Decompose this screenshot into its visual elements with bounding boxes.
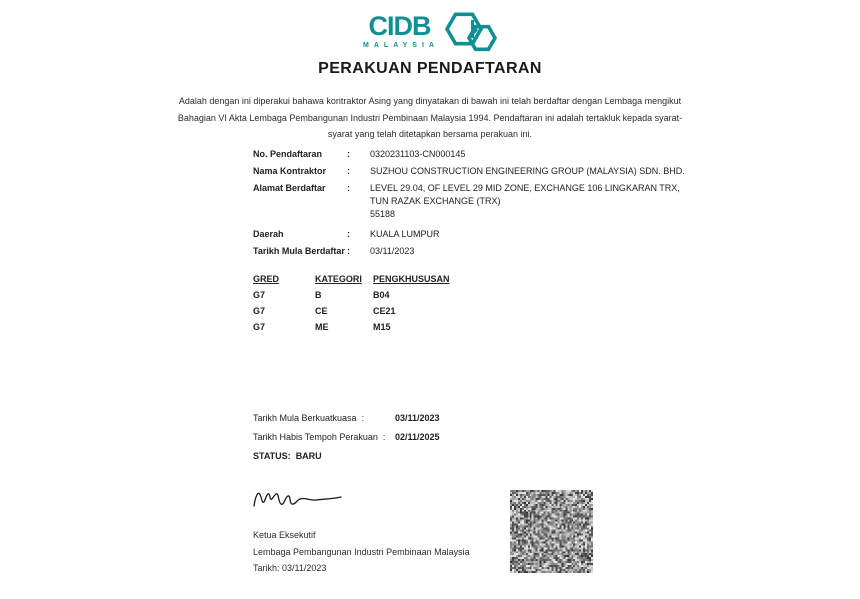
validity-label: Tarikh Habis Tempoh Perakuan : <box>253 432 386 442</box>
grade-cell: CE21 <box>373 306 396 316</box>
cidb-malaysia-text: MALAYSIA <box>363 42 439 49</box>
detail-row <box>253 182 683 221</box>
grade-cell: B04 <box>373 290 390 300</box>
grade-table <box>253 273 483 337</box>
cidb-wordmark <box>360 12 439 49</box>
detail-value: KUALA LUMPUR <box>370 229 440 239</box>
detail-value: 03/11/2023 <box>370 246 415 256</box>
signoff-title: Ketua Eksekutif <box>253 530 316 540</box>
detail-colon: : <box>347 166 350 176</box>
intro-line: Adalah dengan ini diperakui bahawa kontraktor Asing yang dinyatakan di bawah ini telah berdaftar dengan Lembaga mengikut <box>178 96 682 106</box>
grade-table-header-row <box>253 273 483 286</box>
grade-table-row <box>253 321 483 334</box>
detail-row <box>253 165 683 178</box>
grade-cell: B <box>315 290 322 300</box>
status-row <box>253 450 440 463</box>
status-label: STATUS: <box>253 451 291 461</box>
validity-value: 03/11/2023 <box>395 413 440 423</box>
detail-row <box>253 148 683 161</box>
validity-row <box>253 431 440 444</box>
detail-label: Nama Kontraktor <box>253 166 327 176</box>
grade-table-row <box>253 305 483 318</box>
grade-cell: CE <box>315 306 328 316</box>
detail-label: Daerah <box>253 229 284 239</box>
grade-header-gred: GRED <box>253 274 280 284</box>
cidb-hexagon-icon <box>444 12 500 59</box>
grade-cell: G7 <box>253 322 266 332</box>
detail-value <box>370 182 683 221</box>
signoff-date: Tarikh: 03/11/2023 <box>253 563 327 573</box>
registration-details <box>253 148 683 262</box>
detail-colon: : <box>347 149 350 159</box>
status-badge: BARU <box>295 451 322 461</box>
signoff-block <box>253 527 470 577</box>
intro-paragraph <box>0 93 860 143</box>
cidb-brand-text: CIDB <box>368 11 431 41</box>
detail-colon: : <box>347 229 350 239</box>
intro-line: Bahagian VI Akta Lembaga Pembangunan Industri Pembinaan Malaysia 1994. Pendaftaran ini adalah tertakluk kepada syarat- <box>177 112 683 123</box>
detail-row <box>253 228 683 241</box>
grade-cell: G7 <box>253 290 266 300</box>
certificate-title: PERAKUAN PENDAFTARAN <box>318 60 542 77</box>
grade-cell: ME <box>315 322 329 332</box>
validity-section <box>253 412 440 463</box>
address-line: LEVEL 29.04, OF LEVEL 29 MID ZONE, EXCHANGE 106 LINGKARAN TRX, <box>370 183 680 193</box>
validity-colon: : <box>382 432 386 442</box>
grade-header-pengkhususan: PENGKHUSUSAN <box>373 274 450 284</box>
grade-table-row <box>253 289 483 302</box>
detail-label: Alamat Berdaftar <box>253 183 326 193</box>
verification-qr-code <box>510 490 593 573</box>
detail-value: 0320231103-CN000145 <box>370 149 466 159</box>
validity-value: 02/11/2025 <box>395 432 440 442</box>
detail-label: No. Pendaftaran <box>253 149 323 159</box>
intro-line: syarat yang telah ditetapkan bersama perakuan ini. <box>327 129 533 139</box>
address-line: TUN RAZAK EXCHANGE (TRX) <box>370 196 501 206</box>
detail-value: SUZHOU CONSTRUCTION ENGINEERING GROUP (MALAYSIA) SDN. BHD. <box>370 166 685 176</box>
grade-header-kategori: KATEGORI <box>315 274 362 284</box>
detail-row <box>253 245 683 258</box>
cidb-logo <box>0 12 860 59</box>
detail-colon: : <box>347 183 350 193</box>
signoff-organization: Lembaga Pembangunan Industri Pembinaan Malaysia <box>253 546 470 557</box>
detail-label: Tarikh Mula Berdaftar <box>253 246 345 256</box>
detail-colon: : <box>347 246 350 256</box>
signature-image <box>252 484 347 519</box>
address-line: 55188 <box>370 209 396 219</box>
validity-row <box>253 412 440 425</box>
grade-cell: G7 <box>253 306 266 316</box>
grade-cell: M15 <box>373 322 391 332</box>
validity-label: Tarikh Mula Berkuatkuasa : <box>253 413 365 423</box>
validity-colon: : <box>361 413 365 423</box>
